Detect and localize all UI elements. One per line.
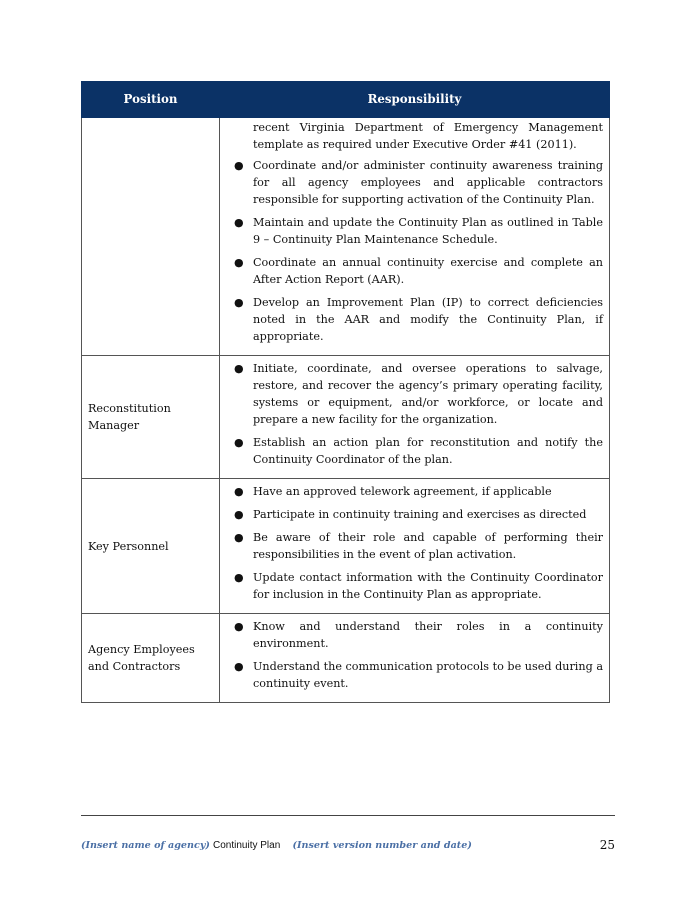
- bullet-icon: ●: [234, 436, 244, 449]
- agency-placeholder: (Insert name of agency): [81, 840, 210, 851]
- responsibility-cell: [220, 118, 610, 356]
- position-cell: Reconstitution Manager: [82, 356, 220, 479]
- responsibility-list: [226, 360, 603, 468]
- responsibility-table: [81, 81, 610, 703]
- responsibility-cell: [220, 479, 610, 614]
- responsibility-list: [226, 157, 603, 345]
- plan-name: Continuity Plan: [213, 840, 281, 851]
- table-header-row: [82, 82, 610, 118]
- responsibility-list: [226, 483, 603, 603]
- header-position: Position: [82, 82, 220, 118]
- list-item: ● Initiate, coordinate, and oversee operations to salvage, restore, and recover the agency’s primary operating facility, systems or equipment, and/or workforce, or locate and prepare a new facility for the organization.: [234, 362, 603, 426]
- header-responsibility: Responsibility: [220, 82, 610, 118]
- list-item: ● Be aware of their role and capable of performing their responsibilities in the event of plan activation.: [234, 531, 603, 561]
- list-item: ● Establish an action plan for reconstitution and notify the Continuity Coordinator of the plan.: [234, 436, 603, 466]
- bullet-icon: ●: [234, 216, 244, 229]
- list-item: ● Coordinate an annual continuity exercise and complete an After Action Report (AAR).: [234, 256, 603, 286]
- bullet-icon: ●: [234, 571, 244, 584]
- page-number: 25: [599, 838, 615, 852]
- footer-divider: [81, 815, 615, 816]
- responsibility-cell: [220, 356, 610, 479]
- list-item: ● Coordinate and/or administer continuity awareness training for all agency employees and applicable contractors responsible for supporting activation of the Continuity Plan.: [234, 159, 603, 206]
- bullet-icon: ●: [234, 256, 244, 269]
- responsibility-list: [226, 618, 603, 692]
- list-item: ● Participate in continuity training and exercises as directed: [234, 508, 587, 521]
- bullet-icon: ●: [234, 508, 244, 521]
- position-cell: Agency Employees and Contractors: [82, 614, 220, 703]
- list-item: ● Have an approved telework agreement, if applicable: [234, 485, 552, 498]
- table-row: [82, 356, 610, 479]
- list-item: ● Develop an Improvement Plan (IP) to correct deficiencies noted in the AAR and modify the Continuity Plan, if appropriate.: [234, 296, 603, 343]
- continuation-text: recent Virginia Department of Emergency Management template as required under Executive Order #41 (2011).: [253, 121, 603, 151]
- list-item: ● Update contact information with the Continuity Coordinator for inclusion in the Continuity Plan as appropriate.: [234, 571, 603, 601]
- bullet-icon: ●: [234, 485, 244, 498]
- page-footer: [81, 840, 615, 858]
- bullet-icon: ●: [234, 660, 244, 673]
- bullet-icon: ●: [234, 531, 244, 544]
- responsibility-cell: [220, 614, 610, 703]
- version-placeholder: (Insert version number and date): [292, 840, 472, 851]
- bullet-icon: ●: [234, 159, 244, 172]
- position-cell: Key Personnel: [82, 479, 220, 614]
- table-row: [82, 614, 610, 703]
- position-cell: [82, 118, 220, 356]
- table-row: [82, 118, 610, 356]
- list-item: ● Know and understand their roles in a continuity environment.: [234, 620, 603, 650]
- table-row: [82, 479, 610, 614]
- bullet-icon: ●: [234, 296, 244, 309]
- list-item: ● Understand the communication protocols to be used during a continuity event.: [234, 660, 603, 690]
- list-item: ● Maintain and update the Continuity Plan as outlined in Table 9 – Continuity Plan Maintenance Schedule.: [234, 216, 603, 246]
- bullet-icon: ●: [234, 620, 244, 633]
- bullet-icon: ●: [234, 362, 244, 375]
